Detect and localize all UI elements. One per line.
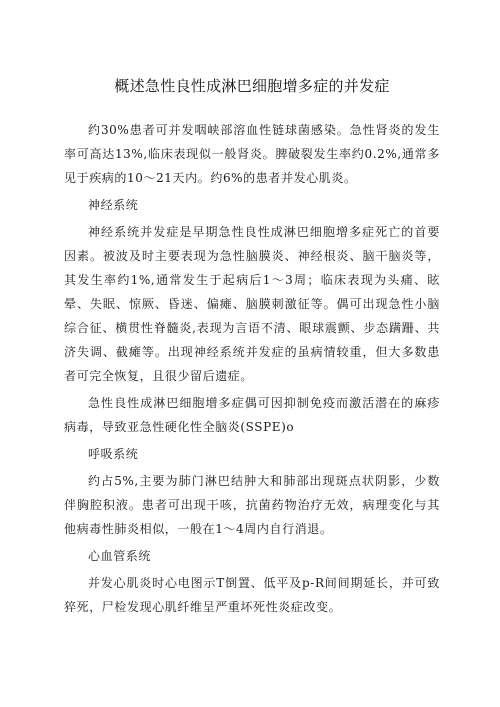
paragraph-respiratory-system: 约占5%,主要为肺门淋巴结肿大和肺部出现斑点状阴影，少数伴胸腔积液。患者可出现干咳，抗菌药物治疗无效，病理变化与其他病毒性肺炎相似，一般在1～4周内自行消退。: [64, 474, 440, 536]
section-heading-respiratory-system: 呼吸系统: [88, 447, 139, 461]
paragraph-cardiovascular-system: 并发心肌炎时心电图示T倒置、低平及p-R间间期延长，并可致猝死，尸检发现心肌纤维呈严重坏死性炎症改变。: [64, 576, 440, 614]
paragraph-sspe: 急性良性成淋巴细胞增多症偶可因抑制免疫而激活潜在的麻疹病毒，导致亚急性硬化性全脑炎(SSPE)o: [64, 396, 440, 434]
section-heading-nervous-system: 神经系统: [88, 198, 139, 212]
document-title: 概述急性良性成淋巴细胞增多症的并发症: [114, 77, 390, 95]
paragraph-complications-intro: 约30%患者可并发咽峡部溶血性链球菌感染。急性肾炎的发生率可高达13%,临床表现似一般肾炎。脾破裂发生率约0.2%,通常多见于疾病的10～21天内。约6%的患者并发心肌炎。: [64, 123, 440, 185]
paragraph-nervous-system: 神经系统并发症是早期急性良性成淋巴细胞增多症死亡的首要因素。被波及时主要表现为急性脑膜炎、神经根炎、脑干脑炎等，其发生率约1%,通常发生于起病后1～3周；临床表现为头痛、眩晕、失眠、惊厥、昏迷、偏瘫、脑膜刺激征等。偶可出现急性小脑综合征、横贯性脊髓炎,表现为言语不清、眼球震颤、步态蹒跚、共济失调、截瘫等。出现神经系统并发症的虽病情较重，但大多数患者可完全恢复，且很少留后遗症。: [64, 225, 440, 383]
section-heading-cardiovascular-system: 心血管系统: [88, 549, 152, 563]
